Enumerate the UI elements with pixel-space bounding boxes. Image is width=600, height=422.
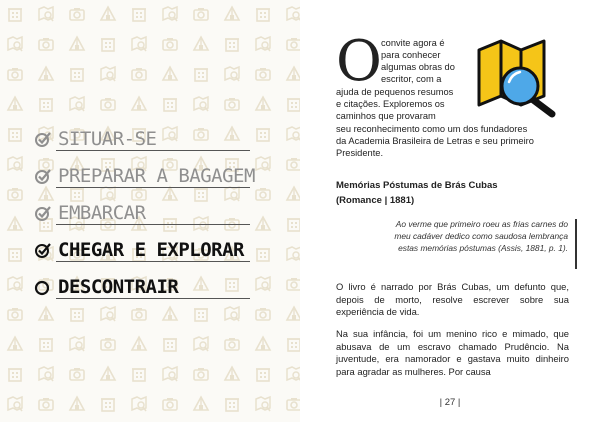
nav-item-chegar-e-explorar[interactable]: [34, 231, 250, 268]
map-search-icon: [6, 275, 24, 293]
map-search-icon: [130, 395, 148, 413]
tent-icon: [285, 185, 300, 203]
building-icon: [285, 215, 300, 233]
map-search-icon: [6, 155, 24, 173]
camera-icon: [6, 65, 24, 83]
tent-icon: [285, 65, 300, 83]
camera-icon: [130, 305, 148, 323]
building-icon: [6, 5, 24, 23]
building-icon: [223, 35, 241, 53]
map-search-icon: [254, 35, 272, 53]
map-search-icon: [192, 335, 210, 353]
map-search-icon: [68, 335, 86, 353]
tent-icon: [254, 335, 272, 353]
tent-icon: [68, 35, 86, 53]
map-search-icon: [285, 125, 300, 143]
camera-icon: [285, 275, 300, 293]
divider: [56, 150, 250, 151]
tent-icon: [6, 335, 24, 353]
intro-line: convite agora é: [381, 38, 445, 48]
camera-icon: [6, 305, 24, 323]
tent-icon: [37, 65, 55, 83]
nav-item-descontrair[interactable]: [34, 268, 250, 305]
building-icon: [254, 5, 272, 23]
map-search-icon: [37, 5, 55, 23]
block-quote: Ao verme que primeiro roeu as frias carnes do meu cadáver dedico como saudosa lembrança estas memórias póstumas (Assis, 1881, p. 1).: [394, 219, 568, 253]
paragraph: Na sua infância, foi um menino rico e mimado, que abusava de um escravo chamado Prudêncio. Na juventude, era namorador e gastava muito dinheiro para agradar as mulheres. Por causa: [336, 328, 569, 377]
camera-icon: [192, 5, 210, 23]
tent-icon: [99, 365, 117, 383]
camera-icon: [285, 35, 300, 53]
camera-icon: [68, 365, 86, 383]
check-circle-icon: [34, 204, 52, 222]
building-icon: [68, 305, 86, 323]
tent-icon: [254, 95, 272, 113]
nav-item-label: DESCONTRAIR: [58, 275, 179, 298]
camera-icon: [161, 395, 179, 413]
intro-line: e citações. Exploremos os: [336, 99, 445, 109]
nav-item-preparar-a-bagagem[interactable]: [34, 157, 255, 194]
camera-icon: [192, 365, 210, 383]
intro-section: [336, 29, 569, 169]
intro-line: ajuda de pequenos resumos: [336, 87, 454, 97]
book-title-line: Memórias Póstumas de Brás Cubas: [336, 180, 498, 191]
building-icon: [161, 335, 179, 353]
check-circle-icon: [34, 130, 52, 148]
map-search-icon: [99, 65, 117, 83]
camera-icon: [99, 335, 117, 353]
quote-bar: [575, 219, 577, 269]
building-icon: [285, 335, 300, 353]
building-icon: [6, 365, 24, 383]
map-search-icon: [37, 365, 55, 383]
building-icon: [254, 365, 272, 383]
camera-icon: [254, 185, 272, 203]
map-search-icon: [161, 5, 179, 23]
page-number: | 27 |: [439, 397, 461, 408]
divider: [56, 224, 250, 225]
map-search-icon: [192, 95, 210, 113]
map-search-icon: [285, 245, 300, 263]
building-icon: [37, 95, 55, 113]
map-search-icon: [99, 305, 117, 323]
camera-icon: [6, 185, 24, 203]
divider: [56, 261, 250, 262]
book-title: [336, 178, 569, 208]
tent-icon: [223, 365, 241, 383]
tent-icon: [130, 95, 148, 113]
paragraph: O livro é narrado por Brás Cubas, um defunto que, depois de morto, resolve escrever sobre sua experiência de vida.: [336, 281, 569, 318]
building-icon: [6, 245, 24, 263]
building-icon: [6, 125, 24, 143]
book-subtitle-line: (Romance | 1881): [336, 195, 415, 206]
map-search-icon: [223, 65, 241, 83]
intro-line: Presidente.: [336, 148, 384, 158]
nav-item-situar-se[interactable]: [34, 120, 250, 157]
map-search-icon: [254, 395, 272, 413]
map-search-icon: [161, 365, 179, 383]
intro-line: seu reconhecimento como um dos fundadores: [336, 124, 528, 134]
building-icon: [254, 245, 272, 263]
map-search-icon: [130, 35, 148, 53]
building-icon: [285, 95, 300, 113]
tent-icon: [161, 305, 179, 323]
map-search-icon: [6, 395, 24, 413]
empty-circle-icon: [34, 278, 52, 296]
intro-line: algumas obras do: [381, 62, 455, 72]
building-icon: [99, 395, 117, 413]
camera-icon: [254, 65, 272, 83]
tent-icon: [161, 65, 179, 83]
divider: [56, 187, 250, 188]
camera-icon: [161, 35, 179, 53]
building-icon: [192, 65, 210, 83]
building-icon: [130, 365, 148, 383]
map-search-icon: [223, 305, 241, 323]
nav-item-label: PREPARAR A BAGAGEM: [58, 164, 255, 187]
right-page: [300, 0, 600, 422]
camera-icon: [254, 305, 272, 323]
camera-icon: [223, 335, 241, 353]
intro-line: caminhos que provaram: [336, 111, 436, 121]
map-search-icon: [254, 155, 272, 173]
map-search-icon: [476, 38, 568, 118]
tent-icon: [6, 95, 24, 113]
chapter-navigation: [34, 120, 255, 305]
building-icon: [192, 305, 210, 323]
tent-icon: [223, 5, 241, 23]
building-icon: [68, 65, 86, 83]
camera-icon: [37, 395, 55, 413]
map-search-icon: [68, 95, 86, 113]
camera-icon: [223, 95, 241, 113]
nav-item-label: CHEGAR E EXPLORAR: [58, 238, 244, 261]
tent-icon: [254, 215, 272, 233]
intro-line: escritor, com a: [381, 74, 442, 84]
tent-icon: [192, 35, 210, 53]
tent-icon: [192, 395, 210, 413]
map-search-icon: [6, 35, 24, 53]
tent-icon: [130, 335, 148, 353]
tent-icon: [37, 305, 55, 323]
building-icon: [161, 95, 179, 113]
building-icon: [223, 395, 241, 413]
intro-line: da Academia Brasileira de Letras e seu primeiro: [336, 136, 534, 146]
map-search-icon: [285, 5, 300, 23]
building-icon: [254, 125, 272, 143]
camera-icon: [285, 155, 300, 173]
intro-line: para conhecer: [381, 50, 441, 60]
camera-icon: [68, 5, 86, 23]
map-search-icon: [254, 275, 272, 293]
building-icon: [37, 335, 55, 353]
building-icon: [130, 5, 148, 23]
nav-item-label: SITUAR-SE: [58, 127, 157, 150]
tent-icon: [285, 305, 300, 323]
camera-icon: [99, 95, 117, 113]
camera-icon: [285, 395, 300, 413]
tent-icon: [99, 5, 117, 23]
tent-icon: [68, 395, 86, 413]
nav-item-label: EMBARCAR: [58, 201, 146, 224]
camera-icon: [37, 35, 55, 53]
map-search-icon: [285, 365, 300, 383]
building-icon: [99, 35, 117, 53]
check-circle-icon: [34, 241, 52, 259]
divider: [56, 298, 250, 299]
nav-item-embarcar[interactable]: [34, 194, 250, 231]
tent-icon: [6, 215, 24, 233]
drop-cap: O: [336, 29, 382, 94]
camera-icon: [130, 65, 148, 83]
check-circle-icon: [34, 167, 52, 185]
